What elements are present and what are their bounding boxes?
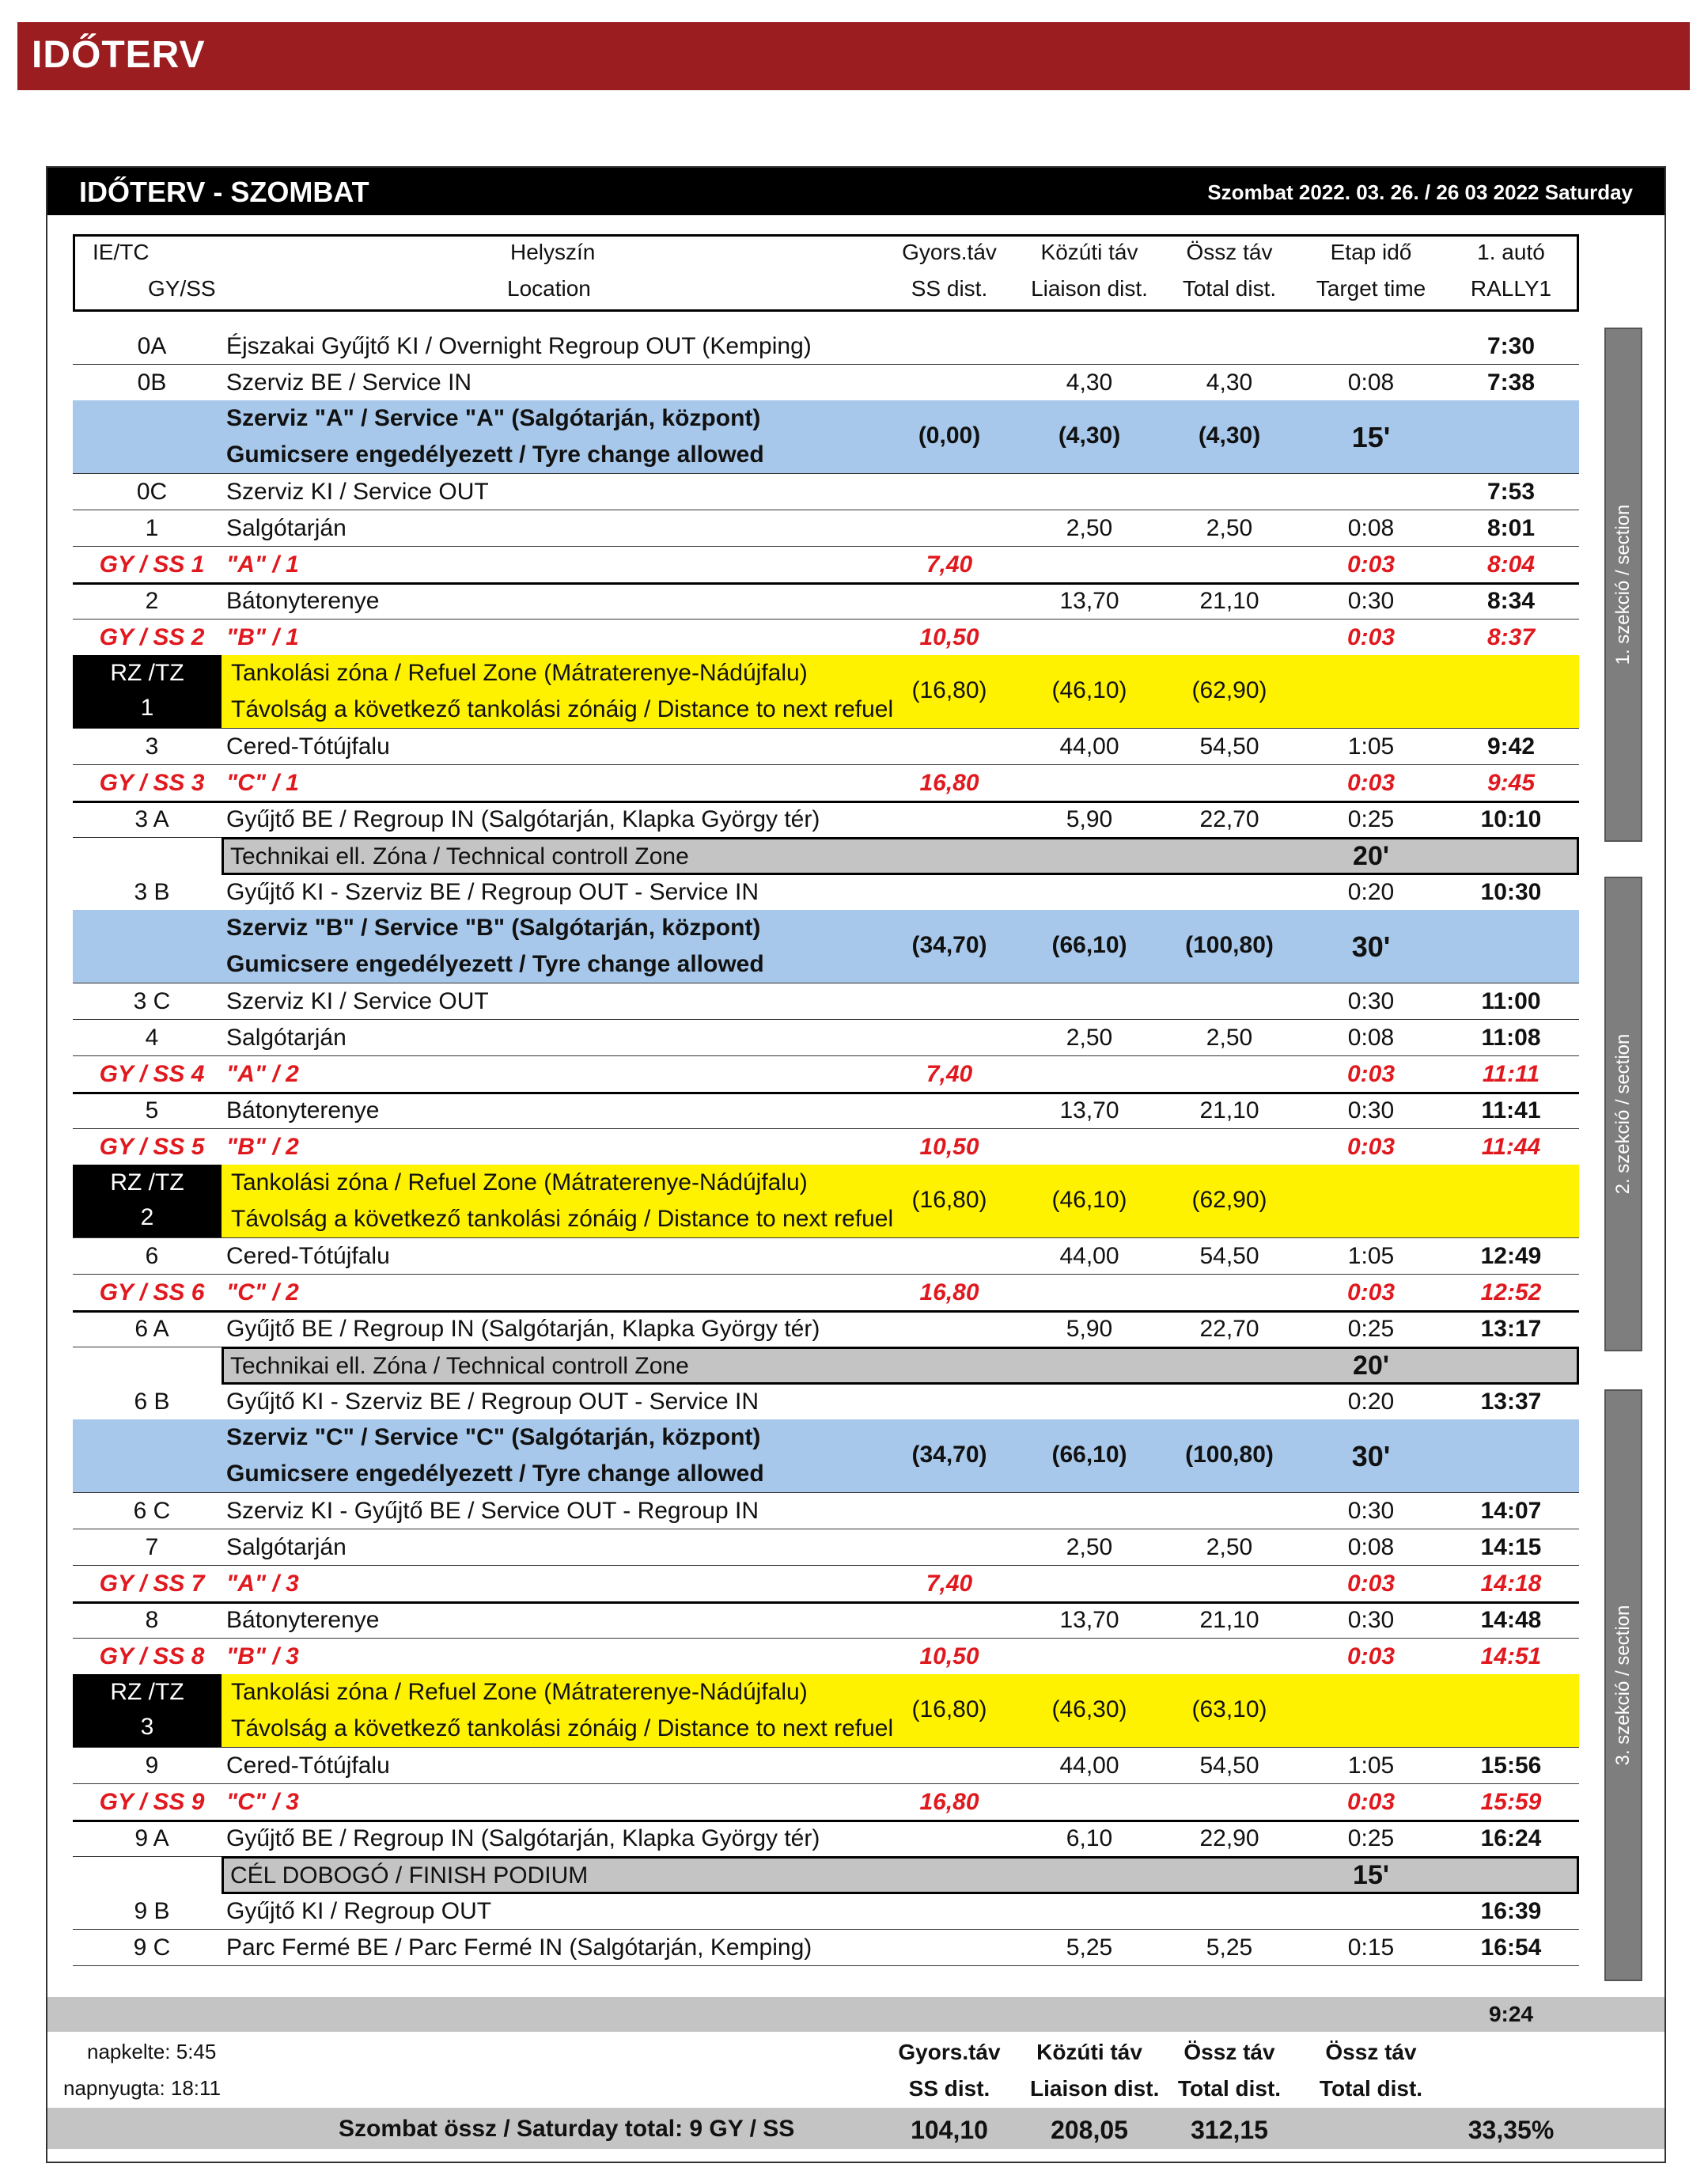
- table-row: [73, 328, 1579, 365]
- stage-id: GY / SS 2: [99, 624, 205, 650]
- refuel-zone-row: [73, 655, 1579, 729]
- liaison-dist: (46,30): [1051, 1696, 1127, 1722]
- location: Parc Fermé BE / Parc Fermé IN (Salgótarján, Kemping): [226, 1934, 812, 1961]
- location: "B" / 3: [226, 1643, 299, 1669]
- location: Gyűjtő KI - Szerviz BE / Regroup OUT - Service IN: [226, 1389, 759, 1415]
- liaison-dist: 13,70: [1059, 1607, 1119, 1633]
- target-time: 0:03: [1346, 1789, 1396, 1815]
- footer-ossz3: Össz táv: [1325, 2040, 1417, 2064]
- footer-ossz2: Total dist.: [1177, 2076, 1282, 2101]
- refuel-zone-code: RZ /TZ: [110, 660, 184, 686]
- location: Salgótarján: [226, 1534, 347, 1560]
- table-row: [73, 1601, 1579, 1639]
- target-time: 0:30: [1347, 1498, 1395, 1524]
- title-bar: [47, 168, 1664, 215]
- stage-row: [73, 1783, 1579, 1822]
- target-time: 0:30: [1347, 1607, 1395, 1633]
- location: Gyűjtő KI - Szerviz BE / Regroup OUT - Service IN: [226, 879, 759, 905]
- section-bar-1: [1604, 328, 1642, 842]
- refuel-zone-distance: Távolság a következő tankolási zónáig / Distance to next refuel: [231, 1715, 894, 1741]
- service-tyre-note: Gumicsere engedélyezett / Tyre change allowed: [226, 951, 764, 977]
- rally1-time: 10:10: [1480, 806, 1542, 832]
- stage-row: [73, 1274, 1579, 1313]
- liaison-dist: 44,00: [1059, 733, 1119, 760]
- sunrise: napkelte: 5:45: [87, 2040, 217, 2063]
- sunset: napnyugta: 18:11: [63, 2076, 222, 2100]
- location: "B" / 1: [226, 624, 299, 650]
- location: "A" / 2: [226, 1061, 299, 1087]
- location: "A" / 3: [226, 1571, 299, 1597]
- total-dist: (100,80): [1185, 1442, 1274, 1468]
- zone-label: CÉL DOBOGÓ / FINISH PODIUM: [230, 1862, 589, 1889]
- table-row: [73, 510, 1579, 547]
- ss-dist: (16,80): [911, 1187, 987, 1213]
- rally1-time: 14:48: [1480, 1607, 1542, 1633]
- target-time: 0:03: [1346, 551, 1396, 578]
- rally1-time: 14:51: [1480, 1643, 1542, 1669]
- header-ossz2: Total dist.: [1182, 276, 1277, 301]
- section-bar-2: [1604, 877, 1642, 1351]
- liaison-dist: 2,50: [1066, 515, 1113, 541]
- refuel-zone-distance: Távolság a következő tankolási zónáig / Distance to next refuel: [231, 696, 894, 722]
- location: Szerviz KI - Gyűjtő BE / Service OUT - Regroup IN: [226, 1498, 759, 1524]
- total-dist: 2,50: [1206, 515, 1253, 541]
- target-time: 1:05: [1347, 1243, 1395, 1269]
- ss-dist: (16,80): [911, 1696, 987, 1722]
- total-ss: 104,10: [911, 2116, 988, 2144]
- rally1-time: 11:41: [1481, 1097, 1541, 1123]
- zone-row: [73, 837, 1579, 873]
- header-etap2: Target time: [1316, 276, 1426, 301]
- rally1-time: 8:34: [1486, 588, 1536, 614]
- target-time: 0:03: [1346, 1061, 1396, 1087]
- total-dist: 54,50: [1199, 733, 1259, 760]
- footer-koz2: Liaison dist.: [1030, 2076, 1160, 2101]
- rally1-time: 11:00: [1481, 988, 1541, 1014]
- total-time: 9:24: [1488, 2002, 1534, 2026]
- header-loc2: Location: [507, 276, 591, 301]
- refuel-zone-id: [73, 1165, 222, 1237]
- service-duration: 15': [1351, 421, 1391, 453]
- stage-row: [73, 1128, 1579, 1167]
- header-koz1: Közúti táv: [1040, 240, 1138, 264]
- location: Bátonyterenye: [226, 588, 380, 614]
- total-dist: 4,30: [1206, 369, 1253, 396]
- total-total: 312,15: [1191, 2116, 1268, 2144]
- total-dist: 22,70: [1199, 806, 1259, 832]
- table-row: [73, 1383, 1579, 1420]
- stage-row: [73, 619, 1579, 657]
- section-label-3: 3. szekció / section: [1612, 1605, 1634, 1766]
- page-banner: [17, 22, 1690, 90]
- table-row: [73, 873, 1579, 911]
- location: Bátonyterenye: [226, 1097, 380, 1123]
- refuel-zone-id: [73, 1674, 222, 1747]
- refuel-zone-number: 3: [140, 1714, 154, 1740]
- liaison-dist: 13,70: [1059, 588, 1119, 614]
- refuel-zone-code: RZ /TZ: [110, 1169, 184, 1195]
- total-dist: 2,50: [1206, 1025, 1253, 1051]
- rally1-time: 7:53: [1486, 479, 1536, 505]
- table-row: [73, 1747, 1579, 1784]
- total-time-band: [47, 1997, 1664, 2032]
- target-time: 1:05: [1347, 1753, 1395, 1779]
- location: Gyűjtő BE / Regroup IN (Salgótarján, Klapka György tér): [226, 1316, 820, 1342]
- location: Szerviz KI / Service OUT: [226, 988, 489, 1014]
- ss-dist: 7,40: [926, 1061, 973, 1087]
- location: Cered-Tótújfalu: [226, 1753, 390, 1779]
- zone-label: Technikai ell. Zóna / Technical controll Zone: [230, 843, 689, 870]
- service-row: [73, 910, 1579, 983]
- liaison-dist: (66,10): [1051, 1442, 1127, 1468]
- rally1-time: 13:37: [1480, 1389, 1542, 1415]
- section-label-2: 2. szekció / section: [1612, 1033, 1634, 1195]
- table-row: [73, 582, 1579, 620]
- total-dist: 22,70: [1199, 1316, 1259, 1342]
- location: Cered-Tótújfalu: [226, 733, 390, 760]
- target-time: 0:30: [1347, 988, 1395, 1014]
- tc-id: 7: [145, 1534, 159, 1560]
- stage-id: GY / SS 9: [99, 1789, 205, 1815]
- rally1-time: 16:24: [1480, 1825, 1542, 1851]
- total-dist: (62,90): [1191, 1187, 1267, 1213]
- ss-dist: (16,80): [911, 677, 987, 703]
- tc-id: 6 C: [133, 1498, 171, 1524]
- target-time: 0:25: [1347, 1825, 1395, 1851]
- total-dist: (4,30): [1198, 422, 1261, 449]
- target-time: 0:15: [1347, 1934, 1395, 1961]
- stage-id: GY / SS 8: [99, 1643, 205, 1669]
- rally1-time: 13:17: [1480, 1316, 1542, 1342]
- service-title: Szerviz "A" / Service "A" (Salgótarján, központ): [226, 405, 761, 431]
- tc-id: 3: [145, 733, 159, 760]
- liaison-dist: (66,10): [1051, 932, 1127, 958]
- service-row: [73, 400, 1579, 474]
- location: "B" / 2: [226, 1134, 299, 1160]
- target-time: 0:20: [1347, 879, 1395, 905]
- tc-id: 2: [145, 588, 159, 614]
- target-time: 0:08: [1347, 1025, 1395, 1051]
- location: Gyűjtő KI / Regroup OUT: [226, 1898, 492, 1924]
- location: Cered-Tótújfalu: [226, 1243, 390, 1269]
- rally1-time: 8:01: [1486, 515, 1536, 541]
- ss-dist: 10,50: [919, 1134, 979, 1160]
- table-row: [73, 1820, 1579, 1857]
- rally1-time: 15:56: [1480, 1753, 1542, 1779]
- tc-id: 9: [145, 1753, 159, 1779]
- total-dist: 5,25: [1206, 1934, 1253, 1961]
- header-auto2: RALLY1: [1470, 276, 1552, 301]
- liaison-dist: 5,90: [1066, 1316, 1113, 1342]
- service-duration: 30': [1351, 930, 1391, 963]
- service-title: Szerviz "B" / Service "B" (Salgótarján, központ): [226, 915, 761, 941]
- rally1-time: 14:07: [1480, 1498, 1542, 1524]
- footer-gy2: SS dist.: [908, 2076, 990, 2101]
- stage-row: [73, 764, 1579, 803]
- rally1-time: 16:39: [1480, 1898, 1542, 1924]
- liaison-dist: 13,70: [1059, 1097, 1119, 1123]
- zone-time: 20': [1353, 841, 1389, 871]
- header-auto1: 1. autó: [1477, 240, 1545, 264]
- tc-id: 9 B: [134, 1898, 170, 1924]
- table-row: [73, 1310, 1579, 1347]
- total-liaison: 208,05: [1051, 2116, 1128, 2144]
- stage-row: [73, 1055, 1579, 1094]
- zone-time: 15': [1353, 1860, 1389, 1890]
- zone-label: Technikai ell. Zóna / Technical controll Zone: [230, 1353, 689, 1379]
- rally1-time: 10:30: [1480, 879, 1542, 905]
- stage-id: GY / SS 5: [99, 1134, 205, 1160]
- tc-id: 3 C: [133, 988, 171, 1014]
- ss-dist: (0,00): [918, 422, 981, 449]
- service-row: [73, 1419, 1579, 1493]
- table-row: [73, 1019, 1579, 1056]
- table-row: [73, 801, 1579, 838]
- location: Salgótarján: [226, 1025, 347, 1051]
- stage-id: GY / SS 4: [99, 1061, 205, 1087]
- target-time: 0:08: [1347, 515, 1395, 541]
- header-koz2: Liaison dist.: [1031, 276, 1148, 301]
- rally1-time: 15:59: [1480, 1789, 1542, 1815]
- stage-id: GY / SS 1: [99, 551, 205, 578]
- liaison-dist: (46,10): [1051, 677, 1127, 703]
- stage-row: [73, 1638, 1579, 1677]
- liaison-dist: 44,00: [1059, 1243, 1119, 1269]
- total-dist: (62,90): [1191, 677, 1267, 703]
- table-row: [73, 473, 1579, 510]
- header-loc1: Helyszín: [510, 240, 596, 264]
- table-row: [73, 1529, 1579, 1566]
- total-dist: (63,10): [1191, 1696, 1267, 1722]
- target-time: 1:05: [1347, 733, 1395, 760]
- table-row: [73, 1929, 1579, 1966]
- zone-row: [73, 1347, 1579, 1383]
- location: Gyűjtő BE / Regroup IN (Salgótarján, Klapka György tér): [226, 1825, 820, 1851]
- header-id2: GY/SS: [148, 276, 216, 301]
- ss-dist: 7,40: [926, 1571, 973, 1597]
- saturday-total-label: Szombat össz / Saturday total: 9 GY / SS: [339, 2116, 795, 2142]
- tc-id: 6 A: [134, 1316, 169, 1342]
- rally1-time: 9:42: [1486, 733, 1536, 760]
- refuel-zone-row: [73, 1165, 1579, 1238]
- ss-dist: 7,40: [926, 551, 973, 578]
- location: Szerviz BE / Service IN: [226, 369, 472, 396]
- total-dist: 54,50: [1199, 1753, 1259, 1779]
- tc-id: 6: [145, 1243, 159, 1269]
- tc-id: 6 B: [134, 1389, 170, 1415]
- table-row: [73, 1893, 1579, 1930]
- zone-band: [222, 837, 1579, 875]
- ss-dist: (34,70): [911, 1442, 987, 1468]
- location: Bátonyterenye: [226, 1607, 380, 1633]
- tc-id: 3 B: [134, 879, 170, 905]
- stage-id: GY / SS 7: [99, 1571, 205, 1597]
- tc-id: 9 C: [133, 1934, 171, 1961]
- target-time: 0:03: [1346, 1643, 1396, 1669]
- timetable-title: IDŐTERV - SZOMBAT: [79, 176, 369, 208]
- target-time: 0:25: [1347, 1316, 1395, 1342]
- target-time: 0:30: [1347, 588, 1395, 614]
- target-time: 0:30: [1347, 1097, 1395, 1123]
- stage-row: [73, 546, 1579, 585]
- tc-id: 0C: [136, 479, 168, 505]
- saturday-total-band: [47, 2108, 1664, 2149]
- ss-dist: 16,80: [919, 1789, 979, 1815]
- rally1-time: 12:52: [1480, 1279, 1542, 1305]
- refuel-zone-distance: Távolság a következő tankolási zónáig / Distance to next refuel: [231, 1206, 894, 1232]
- rally1-time: 11:44: [1481, 1134, 1541, 1160]
- tc-id: 1: [145, 515, 159, 541]
- liaison-dist: 6,10: [1066, 1825, 1113, 1851]
- tc-id: 5: [145, 1097, 159, 1123]
- liaison-dist: 44,00: [1059, 1753, 1119, 1779]
- service-title: Szerviz "C" / Service "C" (Salgótarján, központ): [226, 1424, 761, 1450]
- location: "C" / 2: [226, 1279, 299, 1305]
- stage-id: GY / SS 3: [99, 770, 205, 796]
- refuel-zone-number: 2: [140, 1204, 154, 1230]
- service-tyre-note: Gumicsere engedélyezett / Tyre change allowed: [226, 441, 764, 468]
- table-row: [73, 364, 1579, 401]
- refuel-zone-row: [73, 1674, 1579, 1748]
- target-time: 0:03: [1346, 1279, 1396, 1305]
- ss-dist: 16,80: [919, 770, 979, 796]
- liaison-dist: 5,90: [1066, 806, 1113, 832]
- table-row: [73, 1237, 1579, 1275]
- target-time: 0:08: [1347, 1534, 1395, 1560]
- table-row: [73, 983, 1579, 1020]
- rally1-time: 12:49: [1480, 1243, 1542, 1269]
- target-time: 0:03: [1346, 1134, 1396, 1160]
- total-dist: 21,10: [1199, 1607, 1259, 1633]
- table-header: [73, 234, 1579, 312]
- liaison-dist: 5,25: [1066, 1934, 1113, 1961]
- refuel-zone-title: Tankolási zóna / Refuel Zone (Mátraterenye-Nádújfalu): [231, 1169, 808, 1195]
- section-label-1: 1. szekció / section: [1612, 504, 1634, 665]
- total-dist: 21,10: [1199, 1097, 1259, 1123]
- footer-gy1: Gyors.táv: [898, 2040, 1001, 2064]
- rally1-time: 8:37: [1486, 624, 1536, 650]
- total-dist: 2,50: [1206, 1534, 1253, 1560]
- location: Éjszakai Gyűjtő KI / Overnight Regroup OUT (Kemping): [226, 333, 812, 359]
- rally1-time: 14:18: [1480, 1571, 1542, 1597]
- tc-id: 0B: [137, 369, 167, 396]
- table-row: [73, 1092, 1579, 1129]
- footer-ossz1: Össz táv: [1183, 2040, 1275, 2064]
- rally1-time: 8:04: [1486, 551, 1536, 578]
- tc-id: 3 A: [134, 806, 169, 832]
- header-etap1: Etap idő: [1330, 240, 1412, 264]
- ss-dist: 16,80: [919, 1279, 979, 1305]
- service-duration: 30': [1351, 1440, 1391, 1472]
- refuel-zone-title: Tankolási zóna / Refuel Zone (Mátraterenye-Nádújfalu): [231, 660, 808, 686]
- total-dist: 21,10: [1199, 588, 1259, 614]
- header-ossz1: Össz táv: [1186, 240, 1273, 264]
- rally1-time: 11:08: [1481, 1025, 1541, 1051]
- target-time: 0:20: [1347, 1389, 1395, 1415]
- total-dist: 54,50: [1199, 1243, 1259, 1269]
- stage-id: GY / SS 6: [99, 1279, 205, 1305]
- timetable-date: Szombat 2022. 03. 26. / 26 03 2022 Saturday: [1207, 180, 1633, 204]
- location: Gyűjtő BE / Regroup IN (Salgótarján, Klapka György tér): [226, 806, 820, 832]
- header-gy2: SS dist.: [911, 276, 988, 301]
- target-time: 0:03: [1346, 770, 1396, 796]
- rally1-time: 14:15: [1480, 1534, 1542, 1560]
- rally1-time: 7:38: [1486, 369, 1536, 396]
- stage-row: [73, 1565, 1579, 1604]
- service-tyre-note: Gumicsere engedélyezett / Tyre change allowed: [226, 1461, 764, 1487]
- location: "C" / 3: [226, 1789, 299, 1815]
- target-time: 0:03: [1346, 1571, 1396, 1597]
- liaison-dist: 2,50: [1066, 1534, 1113, 1560]
- refuel-zone-id: [73, 655, 222, 728]
- target-time: 0:25: [1347, 806, 1395, 832]
- zone-band: [222, 1856, 1579, 1894]
- rally1-time: 7:30: [1486, 333, 1536, 359]
- table-row: [73, 1492, 1579, 1529]
- location: Salgótarján: [226, 515, 347, 541]
- ss-dist: 10,50: [919, 1643, 979, 1669]
- zone-row: [73, 1856, 1579, 1893]
- liaison-dist: 2,50: [1066, 1025, 1113, 1051]
- location: Szerviz KI / Service OUT: [226, 479, 489, 505]
- banner-title: IDŐTERV: [32, 34, 206, 76]
- total-dist: (100,80): [1185, 932, 1274, 958]
- ss-dist: 10,50: [919, 624, 979, 650]
- rally1-time: 9:45: [1486, 770, 1536, 796]
- section-bar-3: [1604, 1389, 1642, 1981]
- tc-id: 8: [145, 1607, 159, 1633]
- table-row: [73, 728, 1579, 765]
- refuel-zone-title: Tankolási zóna / Refuel Zone (Mátraterenye-Nádújfalu): [231, 1679, 808, 1705]
- zone-time: 20': [1353, 1351, 1389, 1381]
- total-dist: 22,90: [1199, 1825, 1259, 1851]
- tc-id: 9 A: [134, 1825, 169, 1851]
- tc-id: 0A: [137, 333, 167, 359]
- refuel-zone-number: 1: [140, 695, 154, 721]
- tc-id: 4: [145, 1025, 159, 1051]
- target-time: 0:08: [1347, 369, 1395, 396]
- total-percent: 33,35%: [1468, 2116, 1555, 2144]
- rally1-time: 11:11: [1482, 1061, 1540, 1087]
- rally1-time: 16:54: [1480, 1934, 1542, 1961]
- liaison-dist: 4,30: [1066, 369, 1113, 396]
- liaison-dist: (4,30): [1058, 422, 1121, 449]
- header-gy1: Gyors.táv: [902, 240, 997, 264]
- zone-band: [222, 1347, 1579, 1385]
- location: "A" / 1: [226, 551, 299, 578]
- ss-dist: (34,70): [911, 932, 987, 958]
- liaison-dist: (46,10): [1051, 1187, 1127, 1213]
- refuel-zone-code: RZ /TZ: [110, 1679, 184, 1705]
- header-id1: IE/TC: [93, 240, 150, 264]
- location: "C" / 1: [226, 770, 299, 796]
- footer-ossz4: Total dist.: [1319, 2076, 1423, 2101]
- target-time: 0:03: [1346, 624, 1396, 650]
- footer-koz1: Közúti táv: [1036, 2040, 1142, 2064]
